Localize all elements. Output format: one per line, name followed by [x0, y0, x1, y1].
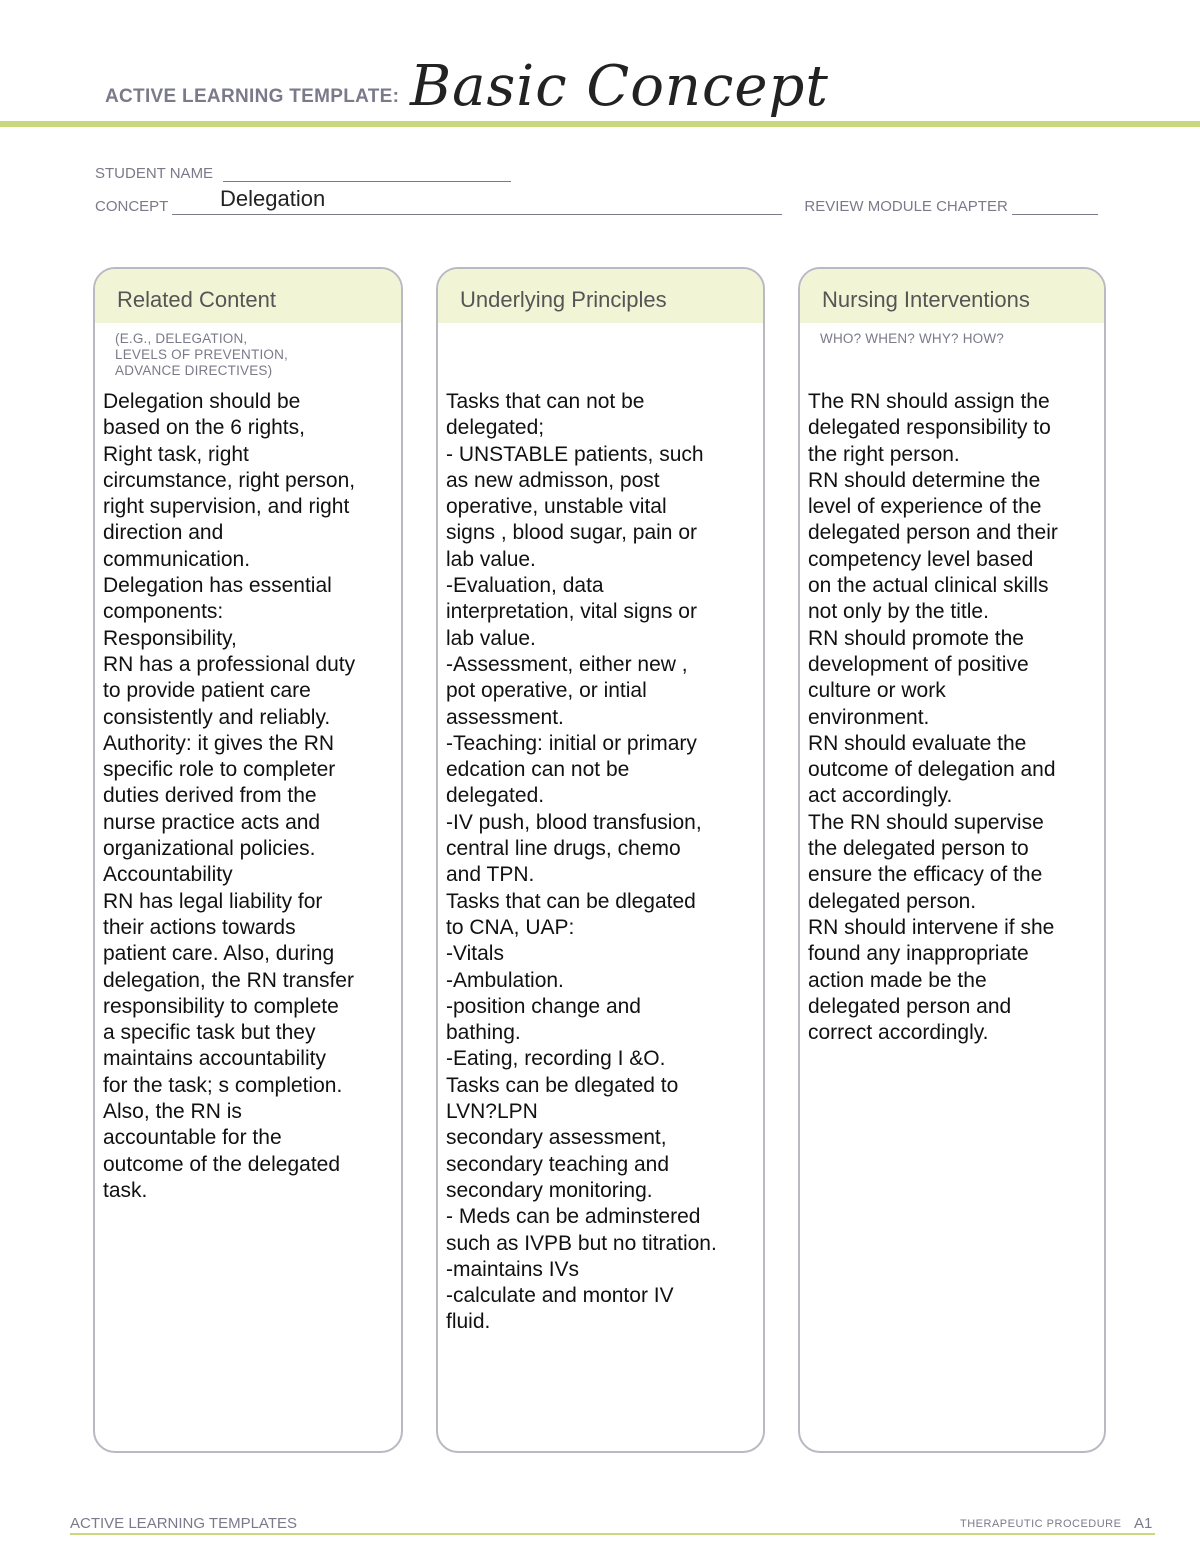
text-line: task. [103, 1178, 148, 1202]
text-line: Tasks that can be dlegated [446, 889, 696, 913]
text-line: based on the 6 rights, [103, 416, 305, 440]
text-line: operative, unstable vital [446, 495, 667, 519]
text-line: RN should promote the [808, 626, 1024, 650]
text-line: competency level based [808, 547, 1034, 571]
text-line: specific role to completer [103, 758, 336, 782]
text-line: The RN should supervise [808, 810, 1044, 834]
text-line: -calculate and montor IV [446, 1284, 674, 1308]
text-line: RN should determine the [808, 468, 1041, 492]
text-line: Delegation should be [103, 390, 301, 413]
text-line: Authority: it gives the RN [103, 731, 335, 755]
text-line: nurse practice acts and [103, 810, 321, 834]
text-line: their actions towards [103, 915, 296, 939]
text-line: Responsibility, [103, 626, 237, 650]
hint-line: ADVANCE DIRECTIVES) [115, 363, 273, 378]
text-line: delegated; [446, 416, 545, 440]
text-line: on the actual clinical skills [808, 574, 1049, 598]
text-line: The RN should assign the [808, 390, 1050, 413]
text-line: development of positive [808, 652, 1029, 676]
text-line: - UNSTABLE patients, such [446, 442, 704, 466]
footer-left-label: ACTIVE LEARNING TEMPLATES [70, 1515, 297, 1532]
text-line: edcation can not be [446, 758, 630, 782]
text-line: Right task, right [103, 442, 249, 466]
text-line: a specific task but they [103, 1021, 316, 1045]
text-line: secondary monitoring. [446, 1178, 653, 1202]
text-line: -Ambulation. [446, 968, 564, 992]
text-line: Delegation has essential [103, 574, 332, 598]
related-content-title: Related Content [95, 269, 401, 323]
text-line: RN has legal liability for [103, 889, 323, 913]
hint-line: LEVELS OF PREVENTION, [115, 347, 288, 362]
text-line: accountable for the [103, 1126, 282, 1150]
text-line: culture or work [808, 679, 946, 703]
text-line: environment. [808, 705, 930, 729]
text-line: to CNA, UAP: [446, 915, 575, 939]
template-title: Basic Concept [410, 54, 829, 119]
text-line: delegation, the RN transfer [103, 968, 354, 992]
text-line: lab value. [446, 547, 536, 571]
text-line: for the task; s completion. [103, 1073, 343, 1097]
text-line: assessment. [446, 705, 564, 729]
text-line: bathing. [446, 1021, 521, 1045]
text-line: Tasks can be dlegated to [446, 1073, 679, 1097]
text-line: -Assessment, either new , [446, 652, 688, 676]
text-line: right supervision, and right [103, 495, 350, 519]
concept-value: Delegation [220, 186, 326, 211]
text-line: interpretation, vital signs or [446, 600, 697, 624]
text-line: lab value. [446, 626, 536, 650]
text-line: outcome of delegation and [808, 758, 1056, 782]
text-line: the right person. [808, 442, 960, 466]
text-line: RN has a professional duty [103, 652, 356, 676]
footer-section-label: THERAPEUTIC PROCEDURE [960, 1518, 1122, 1530]
text-line: -Teaching: initial or primary [446, 731, 697, 755]
text-line: central line drugs, chemo [446, 837, 681, 861]
text-line: secondary teaching and [446, 1152, 669, 1176]
text-line: and TPN. [446, 863, 535, 887]
text-line: components: [103, 600, 224, 624]
text-line: delegated. [446, 784, 545, 808]
page-number: A1 [1134, 1515, 1153, 1532]
text-line: -position change and [446, 994, 641, 1018]
nursing-interventions-box [798, 267, 1106, 1453]
underlying-principles-title: Underlying Principles [438, 269, 763, 323]
text-line: fluid. [446, 1310, 491, 1334]
text-line: level of experience of the [808, 495, 1042, 519]
hint-line: WHO? WHEN? WHY? HOW? [820, 331, 1005, 346]
concept-label: CONCEPT [95, 198, 169, 215]
text-line: the delegated person to [808, 837, 1029, 861]
template-label: ACTIVE LEARNING TEMPLATE: [105, 86, 400, 107]
text-line: delegated person and [808, 994, 1012, 1018]
related-content-text[interactable] [103, 389, 395, 1204]
header-divider [0, 121, 1200, 127]
text-line: patient care. Also, during [103, 942, 335, 966]
text-line: as new admisson, post [446, 468, 660, 492]
text-line: correct accordingly. [808, 1021, 989, 1045]
text-line: secondary assessment, [446, 1126, 667, 1150]
text-line: communication. [103, 547, 251, 571]
review-module-label: REVIEW MODULE CHAPTER [804, 198, 1008, 215]
text-line: Accountability [103, 863, 233, 887]
text-line: - Meds can be adminstered [446, 1205, 701, 1229]
text-line: -IV push, blood transfusion, [446, 810, 702, 834]
text-line: Also, the RN is [103, 1100, 242, 1124]
hint-line: (E.G., DELEGATION, [115, 331, 248, 346]
text-line: found any inappropriate [808, 942, 1029, 966]
text-line: Tasks that can not be [446, 390, 645, 413]
text-line: such as IVPB but no titration. [446, 1231, 717, 1255]
nursing-interventions-text[interactable] [808, 389, 1098, 1046]
text-line: act accordingly. [808, 784, 953, 808]
student-name-label: STUDENT NAME [95, 165, 214, 182]
text-line: to provide patient care [103, 679, 311, 703]
student-name-row [95, 165, 511, 182]
text-line: -Vitals [446, 942, 504, 966]
student-name-field[interactable] [223, 167, 511, 182]
text-line: -maintains IVs [446, 1257, 580, 1281]
related-content-box [93, 267, 403, 1453]
text-line: not only by the title. [808, 600, 989, 624]
text-line: signs , blood sugar, pain or [446, 521, 697, 545]
text-line: -Evaluation, data [446, 574, 604, 598]
nursing-interventions-hint [800, 323, 1104, 347]
text-line: maintains accountability [103, 1047, 326, 1071]
text-line: ensure the efficacy of the [808, 863, 1043, 887]
related-content-hint [95, 323, 401, 379]
text-line: LVN?LPN [446, 1100, 538, 1124]
text-line: delegated person and their [808, 521, 1058, 545]
nursing-interventions-title: Nursing Interventions [800, 269, 1104, 323]
text-line: -Eating, recording I &O. [446, 1047, 666, 1071]
underlying-principles-box [436, 267, 765, 1453]
text-line: action made be the [808, 968, 987, 992]
text-line: pot operative, or intial [446, 679, 647, 703]
page-header [0, 0, 1200, 130]
text-line: delegated responsibility to [808, 416, 1051, 440]
text-line: organizational policies. [103, 837, 316, 861]
text-line: RN should intervene if she [808, 915, 1055, 939]
text-line: outcome of the delegated [103, 1152, 341, 1176]
review-module-field[interactable] [1012, 200, 1098, 215]
text-line: consistently and reliably. [103, 705, 331, 729]
text-line: direction and [103, 521, 224, 545]
text-line: delegated person. [808, 889, 977, 913]
text-line: circumstance, right person, [103, 468, 356, 492]
footer-divider [70, 1533, 1155, 1535]
text-line: duties derived from the [103, 784, 317, 808]
underlying-principles-text[interactable] [446, 389, 757, 1336]
text-line: responsibility to complete [103, 994, 339, 1018]
text-line: RN should evaluate the [808, 731, 1027, 755]
